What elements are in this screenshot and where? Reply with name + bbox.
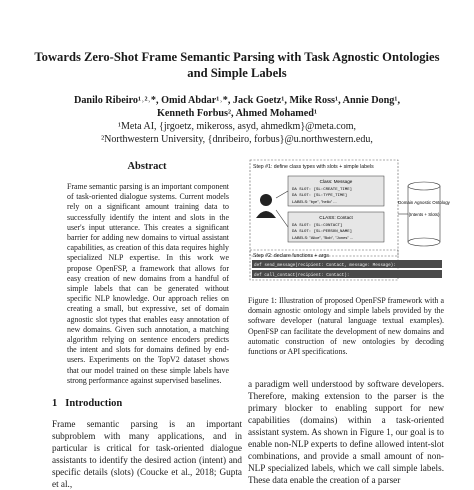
figure-1: [248, 158, 450, 282]
class-contact-label: CLASS: Contact: [319, 215, 353, 220]
function-1: def send_message(recipient: Contact, message: Message):: [254, 263, 396, 268]
body-text-right: a paradigm well understood by software developers. Therefore, making extension to the parser is the primary blocker to enabling support for new capabilities (domains) within a task-oriented assistant system. As shown in Figure 1, our goal is to enable non-NLP experts to define allowed intent-slot combinations, and provide a small amount of non-NLP specialized labels, which we call simple labels. These data enable the creation of a parser: [248, 379, 444, 485]
class-message-slot-2: DA SLOT: [SL:TYPE_TIME]: [292, 194, 348, 198]
arrow-to-message: [276, 191, 288, 198]
figure-1-diagram: [248, 158, 450, 282]
affiliations: [20, 121, 454, 146]
paper-title: [20, 49, 454, 81]
abstract-heading: Abstract: [127, 161, 167, 172]
title-line-2: and Simple Labels: [187, 66, 287, 80]
section-title: Introduction: [65, 398, 123, 409]
step2-label: Step #2: declare functions + args: [253, 253, 329, 259]
class-contact-labels: LABELS: "Alice", "Bob", "Jones" ...: [292, 235, 354, 240]
class-message-slot-1: DA SLOT: [SL:CREATE_TIME]: [292, 188, 353, 192]
author-list: [20, 94, 454, 120]
affiliation-line-2: ²Northwestern University, {dnribeiro, forbus}@u.northwestern.edu,: [101, 133, 373, 145]
section-heading-introduction: [52, 398, 122, 409]
authors-line-2: Kenneth Forbus², Ahmed Mohamed¹: [156, 108, 318, 119]
authors-line-1: Danilo Ribeiro¹˒²˒*, Omid Abdar¹˒*, Jack Goetz¹, Mike Ross¹, Annie Dong¹,: [73, 95, 401, 106]
arrow-to-contact: [276, 210, 288, 227]
ontology-title: Domain Agnostic Ontology: [398, 200, 450, 205]
class-message-labels: LABELS: "bye", "hello" ...: [292, 199, 337, 204]
section-number: 1: [52, 398, 58, 409]
abstract-text: Frame semantic parsing is an important component of task-oriented dialogue systems. Current models rely on a significant amount training data to successfully identify the intent and slots in the user's input utterance. This creates a significant barrier for adding new domains to virtual assistant capabilities, as creation of this data requires highly specialized NLP expertise. In this work we propose OpenFSP, a framework that allows for easy creation of new domains from a handful of simple labels that can be generated without specific NLP knowledge. Our approach relies on creating a small, but expressive, set of domain agnostic slot types that enables easy annotation of new domains. Given such annotation, a matching algorithm relying on sentence encoders predicts the intent and slots for domains defined by end-users. Experiments on the TopV2 dataset shows that our model trained on these simple labels have strong performance against supervised baselines.: [67, 182, 229, 385]
class-contact-slot-2: DA SLOT: [SL:PERSON_NAME]: [292, 230, 353, 234]
ontology-subtitle: (Intents + Slots): [408, 212, 440, 217]
class-message-label: Class: Message: [319, 179, 353, 184]
introduction-text: Frame semantic parsing is an important subproblem with many applications, and in particular is critical for task-oriented dialogue assistants to identify the desired action (intent) and specific details (slots) (Coucke et al., 2018; Gupta et al.,: [52, 419, 242, 489]
developer-icon: [256, 194, 276, 218]
affiliation-line-1: ¹Meta AI, {jrgoetz, mikeross, asyd, ahmedkm}@meta.com,: [118, 121, 356, 132]
figure-1-caption: Figure 1: Illustration of proposed OpenFSP framework with a domain agnostic ontology and simple labels provided by the software developer (natural language textual examples). OpenFSP can facilitate the development of new domains and automatic construction of new ontologies by decoding functions or API specifications.: [248, 296, 444, 357]
step1-label: Step #1: define class types with slots + simple labels: [253, 164, 374, 170]
class-contact-slot-1: DA SLOT: [SL:CONTACT]: [292, 224, 343, 228]
function-2: def call_contact(recipient: Contact):: [254, 273, 350, 278]
title-line-1: Towards Zero-Shot Frame Semantic Parsing with Task Agnostic Ontologies: [34, 50, 440, 64]
